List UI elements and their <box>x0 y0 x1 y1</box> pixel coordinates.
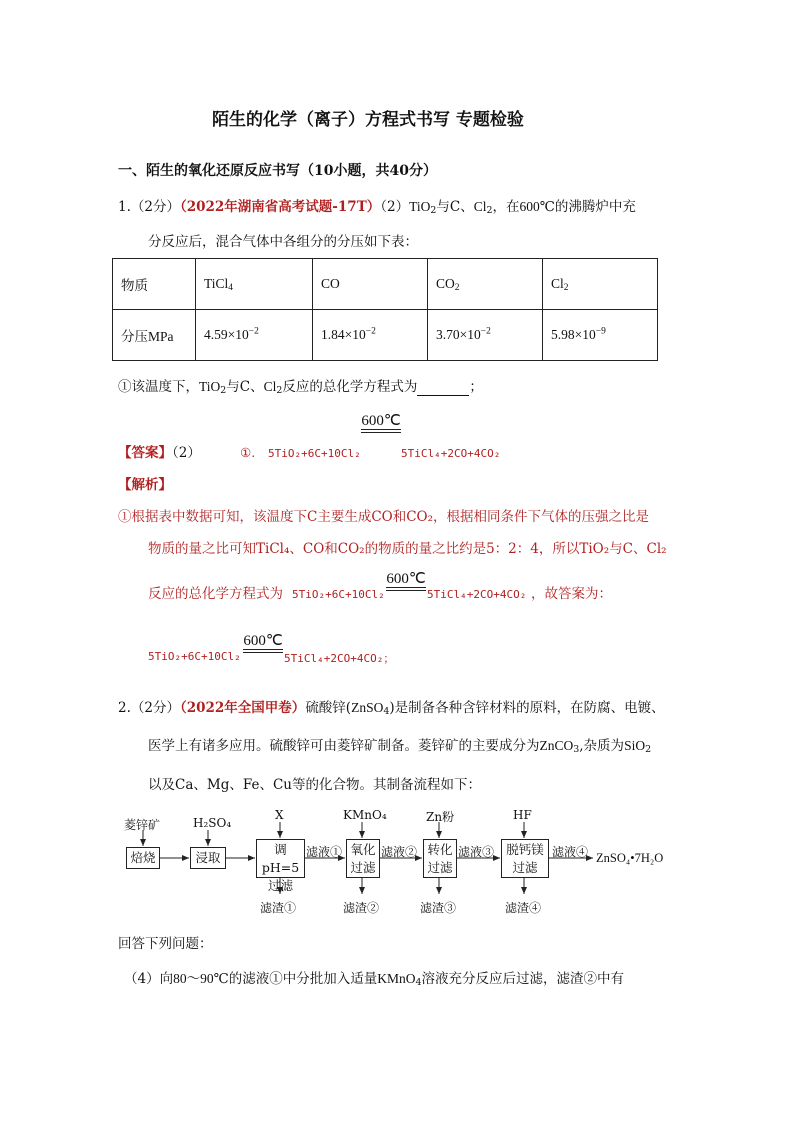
condition-text: 600℃ <box>386 571 426 587</box>
cell-value: 4.59 <box>204 327 228 342</box>
box-decalcify <box>501 839 549 878</box>
cell-value: 3.70 <box>436 327 460 342</box>
formula-znco3: ZnCO <box>539 738 574 753</box>
q2-sub4: （4）向80～90℃的滤液①中分批加入适量KMnO$_4$溶液充分反应后过滤，滤渣②中有 <box>124 971 624 988</box>
cell-exponent: −9 <box>595 326 606 337</box>
formula-tio2: TiO <box>199 379 221 394</box>
formula: $Cl_2$ <box>551 276 569 293</box>
formula-kmno4: KMnO <box>377 971 416 986</box>
text: ,杂质为 <box>579 738 625 754</box>
q1-text: 的沸腾炉中充 <box>554 199 636 215</box>
answer-prompt: 回答下列问题： <box>118 936 213 952</box>
condition-text: 600℃ <box>243 633 283 649</box>
formula-znso4: ZnSO <box>351 700 384 715</box>
q1-part: （2） <box>380 199 410 215</box>
analysis-eq-lhs: 5TiO₂+6C+10Cl₂ <box>292 588 385 601</box>
answer-label: 【答案】 <box>118 445 172 461</box>
analysis-eq-rhs: 5TiCl₄+2CO+4CO₂； <box>284 652 395 665</box>
q1-line1: 1.（2分）（2022年湖南省高考试题-17T）（2）TiO$_2$与C、$Cl_2$，在600℃的沸腾炉中充 <box>118 199 636 216</box>
box-roasting: 焙烧 <box>126 847 160 869</box>
q2-line3: 以及Ca、Mg、Fe、Cu等的化合物。其制备流程如下： <box>148 777 481 793</box>
cell-value: 1.84 <box>321 327 345 342</box>
box-conversion <box>423 839 457 878</box>
text: 溶液充分反应后过滤，滤渣②中有 <box>421 971 624 987</box>
analysis-label: 【解析】 <box>118 477 172 493</box>
q2-line1: 2.（2分）（2022年全国甲卷）硫酸锌(ZnSO$_4$)是制备各种含锌材料的原料，在防腐、电镀、 <box>118 700 665 717</box>
q2-source: （2022年全国甲卷） <box>179 700 306 716</box>
formula: $CO_2$ <box>436 276 460 293</box>
answer-number: ①. <box>240 445 256 460</box>
cell-exponent: −2 <box>480 326 491 337</box>
cell-exponent: −2 <box>365 326 376 337</box>
q1-source: （2022年湖南省高考试题-17T） <box>179 199 381 215</box>
answer-part: （2） <box>172 445 201 461</box>
label-x: X <box>275 808 284 822</box>
q1-temperature: 600℃ <box>519 199 555 214</box>
label-residue3: 滤渣③ <box>420 901 457 915</box>
text: )是制备各种含锌材料的原料，在防腐、电镀、 <box>389 700 665 716</box>
q1-sub1: ①该温度下，TiO$_2$与C、$Cl_2$反应的总化学方程式为 ； <box>118 379 483 396</box>
condition-text: 600℃ <box>361 413 401 429</box>
box-line: 过滤 <box>512 860 538 875</box>
label-zn: Zn粉 <box>426 810 455 824</box>
text: ； <box>469 379 483 395</box>
box-line: 氧化 <box>350 842 376 857</box>
text: 与C、 <box>226 379 264 395</box>
table-cell: 分压MPa <box>113 310 196 361</box>
analysis-eq-rhs: 5TiCl₄+2CO+4CO₂ <box>427 588 527 601</box>
q2-line2: 医学上有诸多应用。硫酸锌可由菱锌矿制备。菱锌矿的主要成分为ZnCO$_3$,杂质为SiO$_2$ <box>148 738 652 755</box>
label-product: ZnSO₄•7H₂O <box>596 851 664 865</box>
cell-times: ×10 <box>459 327 481 342</box>
box-line: 过滤 <box>427 860 453 875</box>
formula-sio2: SiO <box>624 738 646 753</box>
q1-text: ，在 <box>492 199 520 215</box>
formula-tio2: TiO <box>409 199 431 214</box>
q1-number: 1.（2分） <box>118 199 180 215</box>
analysis-line1: ①根据表中数据可知，该温度下C主要生成CO和CO₂，根据相同条件下气体的压强之比是 <box>118 509 650 525</box>
cell-value: 5.98 <box>551 327 575 342</box>
q2-number: 2.（2分） <box>118 700 180 716</box>
answer-lhs: 5TiO₂+6C+10Cl₂ <box>268 447 361 460</box>
label-kmno4: KMnO₄ <box>343 808 387 822</box>
analysis-line3: 反应的总化学方程式为 <box>148 586 283 602</box>
label-filtrate2: 滤液② <box>381 845 418 859</box>
box-adjust-ph <box>256 839 305 893</box>
q1-line2: 分反应后，混合气体中各组分的分压如下表： <box>148 234 418 250</box>
box-oxidation <box>346 839 380 878</box>
box-line: 脱钙镁 <box>506 842 544 857</box>
table-cell: 物质 <box>113 259 196 310</box>
label-filtrate4: 滤液④ <box>552 845 589 859</box>
cell-text: CO <box>321 276 340 291</box>
section-heading: 一、陌生的氧化还原反应书写（10小题，共40分） <box>118 163 437 179</box>
text: （4）向 <box>124 971 174 987</box>
answer-rhs: 5TiCl₄+2CO+4CO₂ <box>401 447 501 460</box>
text: 反应的总化学方程式为 <box>282 379 418 395</box>
label-filtrate1: 滤液① <box>306 845 343 859</box>
text: 医学上有诸多应用。硫酸锌可由菱锌矿制备。菱锌矿的主要成分为 <box>148 738 540 754</box>
label-residue2: 滤渣② <box>343 901 380 915</box>
box-line: 调pH=5 <box>261 842 300 875</box>
box-line: 过滤 <box>350 860 376 875</box>
analysis-text: ，故答案为： <box>531 586 612 602</box>
formula-cl2: Cl <box>473 199 487 214</box>
analysis-line2: 物质的量之比可知TiCl₄、CO和CO₂的物质的量之比约是5：2：4，所以TiO₂与C、Cl₂ <box>148 541 667 557</box>
cell-exponent: −2 <box>248 326 259 337</box>
cell-times: ×10 <box>227 327 249 342</box>
box-line: 过滤 <box>267 878 293 893</box>
temperature-range: 80～90℃ <box>173 971 229 986</box>
box-line: 转化 <box>427 842 453 857</box>
label-residue4: 滤渣④ <box>505 901 542 915</box>
text: 硫酸锌( <box>305 700 352 716</box>
text: 的滤液①中分批加入适量 <box>228 971 378 987</box>
q1-text: 与C、 <box>436 199 474 215</box>
formula-cl2: Cl <box>263 379 277 394</box>
label-ore: 菱锌矿 <box>124 818 161 832</box>
formula: TiCl$_4$ <box>204 276 233 293</box>
label-h2so4: H₂SO₄ <box>193 816 232 830</box>
label-residue1: 滤渣① <box>260 901 297 915</box>
label-filtrate3: 滤液③ <box>458 845 495 859</box>
box-leaching: 浸取 <box>190 847 226 869</box>
page-title: 陌生的化学（离子）方程式书写 专题检验 <box>212 110 524 130</box>
cell-times: ×10 <box>574 327 596 342</box>
label-hf: HF <box>513 808 532 822</box>
text: ①该温度下， <box>118 379 199 395</box>
cell-times: ×10 <box>344 327 366 342</box>
analysis-eq-lhs: 5TiO₂+6C+10Cl₂ <box>148 650 241 663</box>
